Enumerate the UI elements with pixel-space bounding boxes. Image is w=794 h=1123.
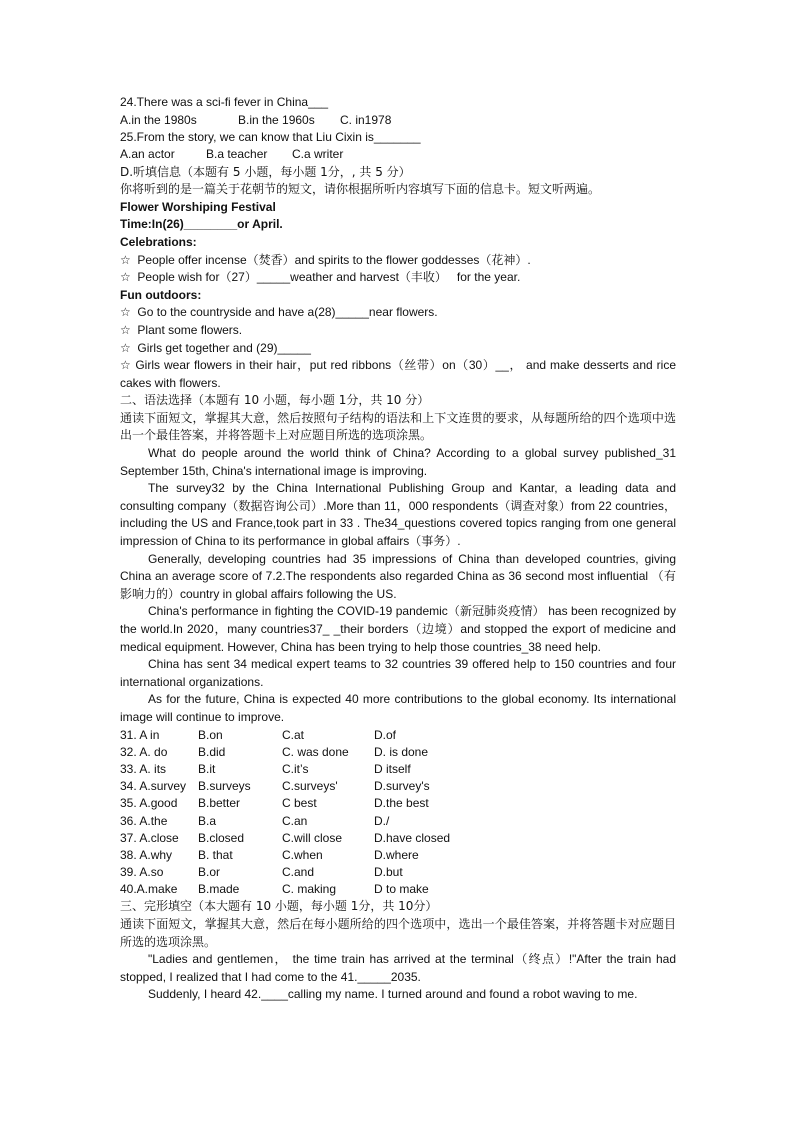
option-c: C best: [282, 796, 317, 811]
option-d: D.the best: [374, 796, 429, 811]
option-a: 31. A in: [120, 727, 160, 742]
option-c: C.surveys': [282, 779, 338, 794]
fun-item-2: ☆ Plant some flowers.: [120, 322, 243, 337]
option-a: 33. A. its: [120, 761, 167, 776]
options-row-38: [120, 847, 676, 864]
option-b: B.it: [198, 761, 216, 776]
option-a: 39. A.so: [120, 865, 164, 880]
grammar-header: 二、语法选择（本题有 10 小题，每小题 1分，共 10 分）: [120, 393, 430, 408]
options-row-34: [120, 778, 676, 795]
options-row-36: [120, 813, 676, 830]
option-d: D.survey's: [374, 779, 430, 794]
question-24-options: [120, 112, 676, 129]
options-row-35: [120, 795, 676, 812]
option-b: B.did: [198, 744, 226, 759]
exam-page: [120, 94, 676, 1004]
option-b: B.made: [198, 882, 240, 897]
card-title: Flower Worshiping Festival: [120, 199, 276, 214]
grammar-paragraph-1: What do people around the world think of China? According to a global survey published_31 September 15th, China's international image is improving.: [120, 446, 676, 478]
option-d: D itself: [374, 761, 411, 776]
grammar-options: [120, 727, 676, 899]
option-c: C.and: [282, 865, 315, 880]
grammar-paragraph-3: Generally, developing countries had 35 impressions of China than developed countries, giving China an average score of 7.2.The respondents also regarded China as 36 second most influential （有影响力的）country in global affairs following the US.: [120, 551, 676, 601]
option-c: C. making: [282, 882, 337, 897]
option-c: C.when: [282, 847, 323, 862]
option-b: B.a teacher: [206, 147, 268, 162]
cloze-header: 三、完形填空（本大题有 10 小题，每小题 1分，共 10分）: [120, 899, 438, 914]
option-a: 34. A.survey: [120, 779, 187, 794]
option-b: B.in the 1960s: [238, 112, 315, 127]
options-row-32: [120, 744, 676, 761]
option-d: D./: [374, 813, 390, 828]
options-row-31: [120, 727, 676, 744]
option-c: C.will close: [282, 830, 343, 845]
grammar-paragraph-4: China's performance in fighting the COVID-19 pandemic（新冠肺炎疫情） has been recognized by the world.In 2020，many countries37_ _their borders（边境）and stopped the export of medicine and medical equipment. However, China has been trying to help those countries_38 need help.: [120, 604, 676, 654]
celebration-item-1: ☆ People offer incense（焚香）and spirits to the flower goddesses（花神）.: [120, 252, 531, 267]
option-b: B.a: [198, 813, 217, 828]
option-d: D.but: [374, 865, 403, 880]
cloze-paragraph-2: Suddenly, I heard 42.____calling my name. I turned around and found a robot waving to me.: [148, 987, 638, 1002]
option-b: B.surveys: [198, 779, 251, 794]
option-a: 36. A.the: [120, 813, 168, 828]
fun-outdoors-label: Fun outdoors:: [120, 287, 202, 302]
options-row-33: [120, 761, 676, 778]
section-d-header: D.听填信息（本题有 5 小题，每小题 1分，, 共 5 分）: [120, 164, 411, 179]
cloze-instruction: 通读下面短文，掌握其大意，然后在每小题所给的四个选项中，选出一个最佳答案，并将答题卡对应题目所选的选项涂黑。: [120, 917, 676, 949]
option-a: 35. A.good: [120, 796, 178, 811]
grammar-instruction: 通读下面短文，掌握其大意，然后按照句子结构的语法和上下文连贯的要求，从每题所给的四个选项中选出一个最佳答案，并将答题卡上对应题目所选的选项涂黑。: [120, 410, 676, 443]
option-b: B. that: [198, 847, 233, 862]
option-a: 32. A. do: [120, 744, 168, 759]
option-d: D. is done: [374, 744, 429, 759]
option-d: D.of: [374, 727, 397, 742]
option-c: C. in1978: [340, 112, 392, 127]
option-a: A.in the 1980s: [120, 112, 197, 127]
option-b: B.closed: [198, 830, 245, 845]
option-b: B.on: [198, 727, 223, 742]
options-row-39: [120, 864, 676, 881]
option-c: C.it’s: [282, 761, 309, 776]
section-d-instruction: 你将听到的是一篇关于花朝节的短文，请你根据所听内容填写下面的信息卡。短文听两遍。: [120, 182, 601, 197]
fun-item-1: ☆ Go to the countryside and have a(28)_____near flowers.: [120, 305, 438, 320]
option-a: 40.A.make: [120, 882, 178, 897]
grammar-paragraph-6: As for the future, China is expected 40 more contributions to the global economy. Its international image will continue to improve.: [120, 692, 676, 724]
cloze-paragraph-1: "Ladies and gentlemen， the time train has arrived at the terminal（终点）!"After the train had stopped, I realized that I had come to the 41._____2035.: [120, 952, 676, 984]
question-25: 25.From the story, we can know that Liu Cixin is_______: [120, 129, 421, 144]
options-row-40: [120, 881, 676, 898]
option-a: 38. A.why: [120, 847, 173, 862]
fun-item-4: ☆ Girls wear flowers in their hair，put red ribbons（丝带）on（30）__， and make desserts and rice cakes with flowers.: [120, 358, 676, 390]
option-d: D.have closed: [374, 830, 451, 845]
option-a: A.an actor: [120, 147, 175, 162]
card-time: Time:In(26)________or April.: [120, 217, 283, 232]
option-d: D.where: [374, 847, 419, 862]
celebration-item-2: ☆ People wish for（27）_____weather and harvest（丰收） for the year.: [120, 270, 521, 285]
option-c: C.at: [282, 727, 305, 742]
question-25-options: [120, 146, 676, 163]
grammar-paragraph-5: China has sent 34 medical expert teams to 32 countries 39 offered help to 150 countries and four international organizations.: [120, 657, 676, 689]
option-b: B.or: [198, 865, 221, 880]
option-a: 37. A.close: [120, 830, 179, 845]
option-c: C.a writer: [292, 147, 344, 162]
fun-item-3: ☆ Girls get together and (29)_____: [120, 340, 311, 355]
option-b: B.better: [198, 796, 241, 811]
option-c: C.an: [282, 813, 308, 828]
option-c: C. was done: [282, 744, 349, 759]
grammar-paragraph-2: The survey32 by the China International Publishing Group and Kantar, a leading data and consulting company（数据咨询公司）.More than 11，000 respondents（调查对象）from 22 countries，including the US and France,took part in 33 . The34_questions covered topics ranging from one general impression of China to its performance in global affairs（事务）.: [120, 481, 676, 549]
question-24: 24.There was a sci-fi fever in China___: [120, 95, 329, 109]
celebrations-label: Celebrations:: [120, 234, 197, 249]
options-row-37: [120, 830, 676, 847]
option-d: D to make: [374, 882, 429, 897]
